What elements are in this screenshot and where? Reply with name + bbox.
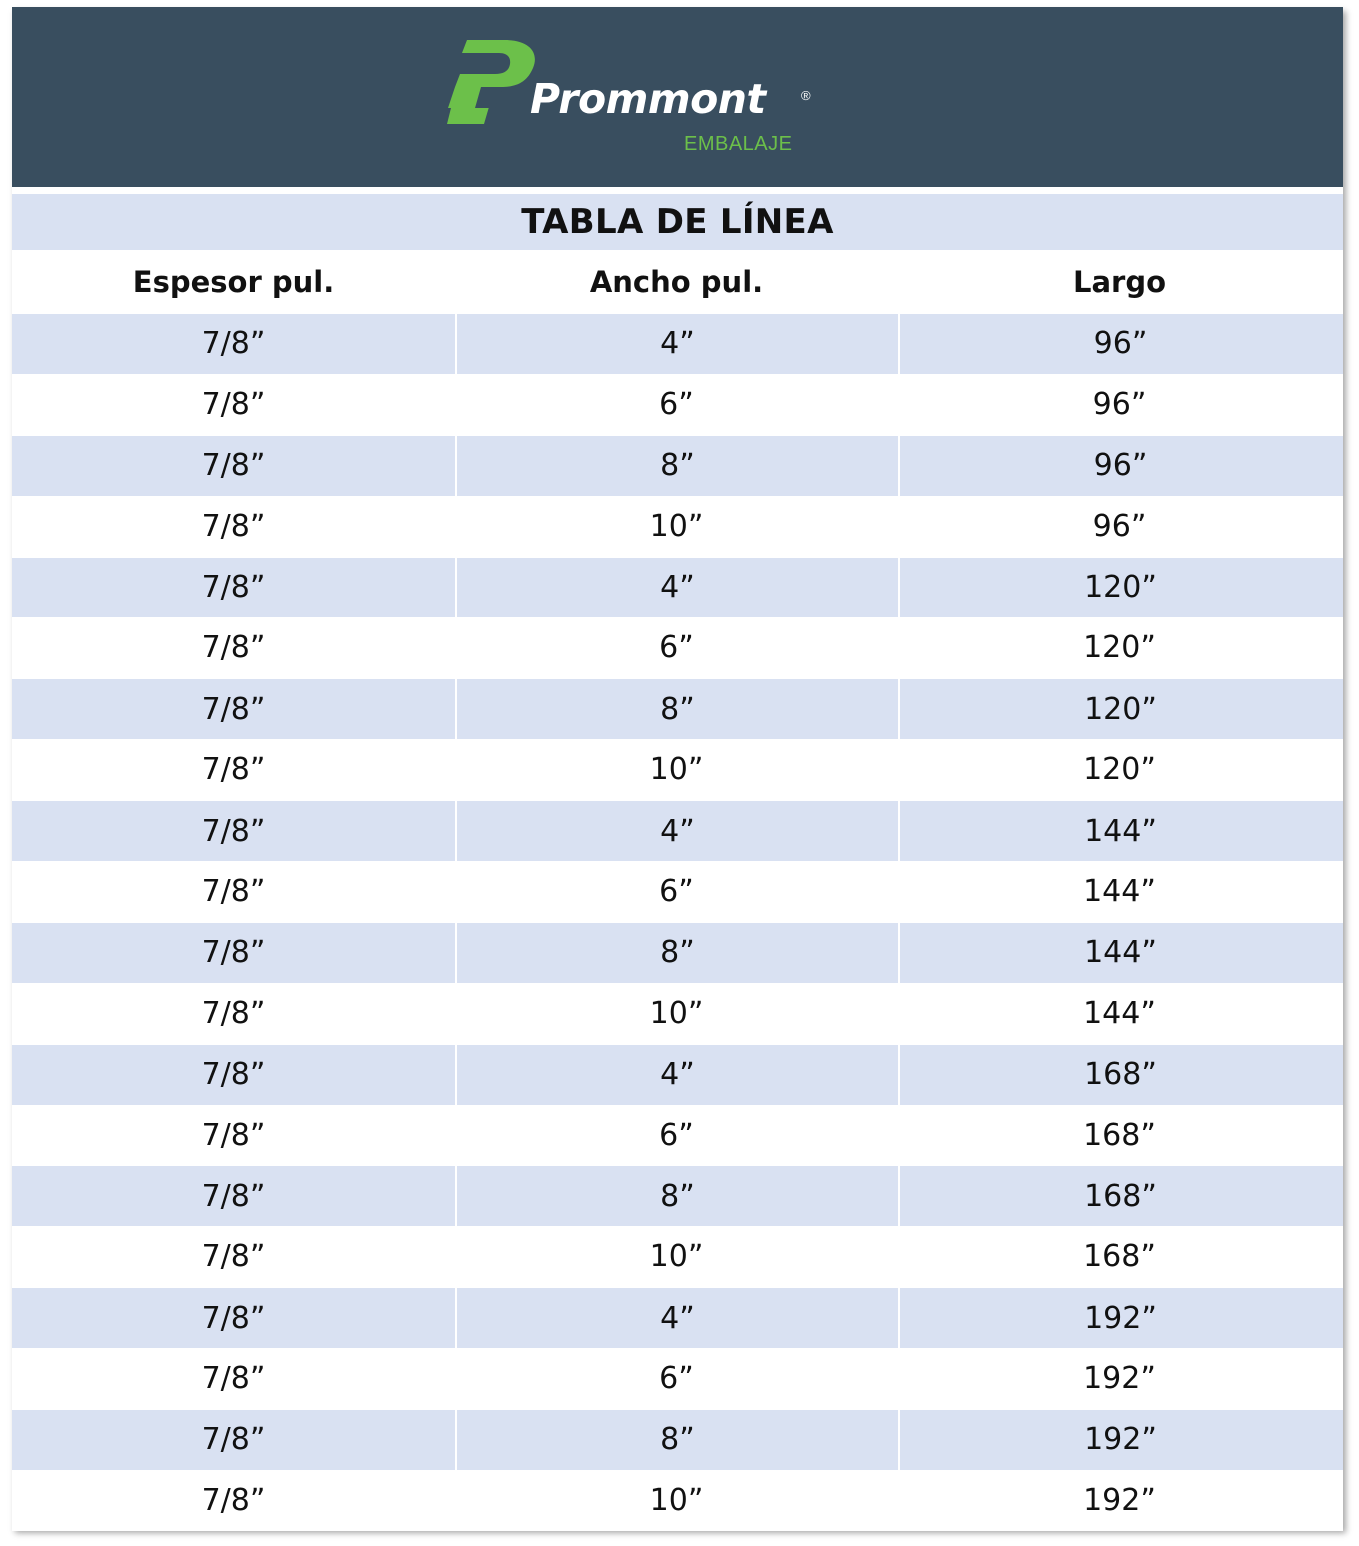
cell-ancho: 4” [455, 801, 898, 861]
table-title-band [12, 194, 1343, 250]
cell-largo: 168” [1083, 1117, 1156, 1153]
table-row [12, 313, 1343, 374]
cell-largo: 144” [898, 801, 1341, 861]
cell-espesor: 7/8” [201, 326, 266, 362]
table-title: TABLA DE LÍNEA [521, 202, 834, 242]
table-row [12, 739, 1343, 800]
cell-espesor: 7/8” [201, 1178, 266, 1214]
cell-largo: 192” [1083, 1482, 1156, 1518]
table-row [12, 800, 1343, 861]
table-row [12, 374, 1343, 435]
table-row [12, 617, 1343, 678]
table-row [12, 1044, 1343, 1105]
cell-espesor: 7/8” [201, 448, 266, 484]
table-row [12, 1409, 1343, 1470]
cell-ancho: 8” [455, 1166, 898, 1226]
cell-largo: 96” [1092, 386, 1147, 422]
table-row [12, 1287, 1343, 1348]
cell-espesor: 7/8” [201, 630, 266, 666]
document-sheet [12, 7, 1343, 1529]
cell-largo: 120” [898, 679, 1341, 739]
cell-largo: 96” [898, 314, 1341, 374]
brand-header [12, 7, 1343, 187]
cell-espesor: 7/8” [201, 1239, 266, 1275]
cell-ancho: 4” [455, 1288, 898, 1348]
cell-largo: 192” [898, 1410, 1341, 1470]
cell-largo: 168” [898, 1045, 1341, 1105]
cell-ancho: 6” [659, 1361, 694, 1397]
table-row [12, 1348, 1343, 1409]
cell-espesor: 7/8” [201, 1482, 266, 1518]
table-row [12, 496, 1343, 557]
cell-espesor: 7/8” [201, 873, 266, 909]
cell-espesor: 7/8” [201, 1361, 266, 1397]
table-header-row [12, 250, 1343, 313]
cell-espesor: 7/8” [201, 935, 266, 971]
cell-espesor: 7/8” [201, 1422, 266, 1458]
table-body [12, 313, 1343, 1531]
cell-largo: 192” [1083, 1361, 1156, 1397]
cell-largo: 144” [1083, 995, 1156, 1031]
cell-largo: 144” [1083, 873, 1156, 909]
cell-ancho: 4” [455, 1045, 898, 1105]
cell-largo: 168” [1083, 1239, 1156, 1275]
cell-espesor: 7/8” [201, 1300, 266, 1336]
prommont-logo-icon [447, 40, 537, 128]
cell-ancho: 4” [455, 314, 898, 374]
table-row [12, 861, 1343, 922]
cell-ancho: 8” [455, 436, 898, 496]
cell-espesor: 7/8” [201, 813, 266, 849]
cell-largo: 192” [898, 1288, 1341, 1348]
column-header-espesor: Espesor pul. [132, 264, 335, 299]
cell-largo: 96” [1092, 508, 1147, 544]
cell-espesor: 7/8” [201, 570, 266, 605]
cell-espesor: 7/8” [201, 752, 266, 788]
cell-ancho: 10” [649, 508, 704, 544]
table-row [12, 678, 1343, 739]
cell-largo: 120” [1083, 752, 1156, 788]
table-row [12, 435, 1343, 496]
cell-espesor: 7/8” [201, 691, 266, 727]
cell-ancho: 6” [659, 386, 694, 422]
cell-ancho: 8” [455, 1410, 898, 1470]
cell-espesor: 7/8” [201, 1057, 266, 1093]
cell-espesor: 7/8” [201, 386, 266, 422]
table-row [12, 557, 1343, 618]
cell-largo: 120” [898, 558, 1341, 618]
cell-largo: 144” [898, 923, 1341, 983]
cell-largo: 168” [898, 1166, 1341, 1226]
cell-ancho: 10” [649, 752, 704, 788]
column-header-ancho: Ancho pul. [589, 264, 764, 299]
registered-mark: ® [801, 88, 811, 103]
column-header-largo: Largo [1072, 264, 1167, 299]
table-row [12, 1470, 1343, 1531]
cell-ancho: 10” [649, 1482, 704, 1518]
cell-ancho: 10” [649, 1239, 704, 1275]
cell-ancho: 4” [455, 558, 898, 618]
table-row [12, 1226, 1343, 1287]
cell-espesor: 7/8” [201, 1117, 266, 1153]
cell-ancho: 6” [659, 1117, 694, 1153]
cell-espesor: 7/8” [201, 508, 266, 544]
cell-ancho: 6” [659, 630, 694, 666]
brand-tagline: EMBALAJE [684, 133, 793, 155]
cell-ancho: 10” [649, 995, 704, 1031]
cell-ancho: 8” [455, 679, 898, 739]
table-row [12, 983, 1343, 1044]
cell-espesor: 7/8” [201, 995, 266, 1031]
cell-ancho: 8” [455, 923, 898, 983]
table-row [12, 1165, 1343, 1226]
brand-name: Prommont [530, 75, 766, 123]
cell-largo: 96” [898, 436, 1341, 496]
cell-largo: 120” [1083, 630, 1156, 666]
table-row [12, 922, 1343, 983]
cell-ancho: 6” [659, 873, 694, 909]
table-row [12, 1105, 1343, 1166]
